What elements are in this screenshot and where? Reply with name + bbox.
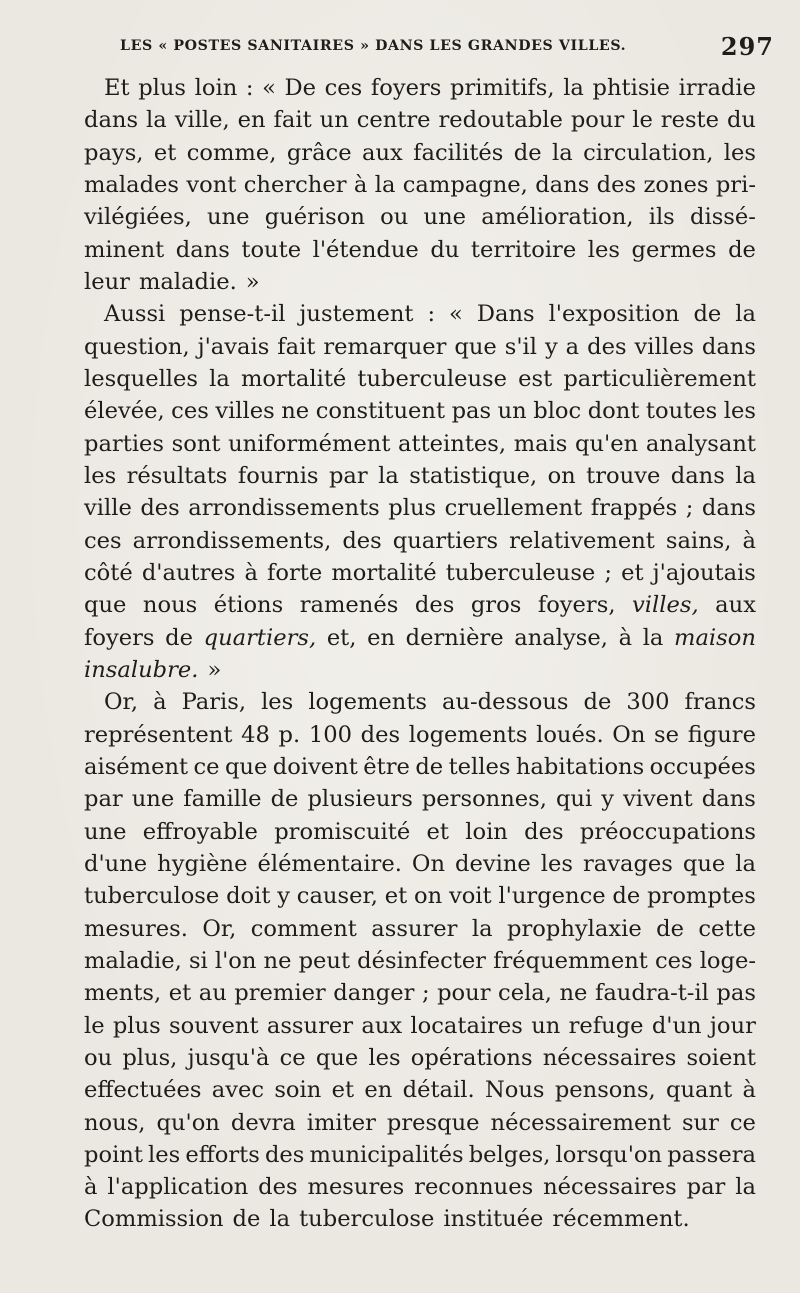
text-line: lesquelles la mortalité tuberculeuse est particulièrement — [84, 365, 756, 392]
text-line: ments, et au premier danger ; pour cela, ne faudra-t-il pas — [84, 980, 756, 1007]
text-line: mesures. Or, comment assurer la prophylaxie de cette — [84, 915, 756, 942]
text-line: le plus souvent assurer aux locataires un refuge d'un jour — [84, 1012, 756, 1039]
text-line: ces arrondissements, des quartiers relativement sains, à — [84, 527, 756, 554]
text-line: foyers de quartiers, et, en dernière analyse, à la maison — [84, 624, 756, 651]
text-line: maladie, si l'on ne peut désinfecter fréquemment ces loge- — [84, 947, 756, 974]
text-line: ville des arrondissements plus cruellement frappés ; dans — [84, 495, 756, 522]
text-line: insalubre. » — [84, 656, 222, 683]
text-line: une effroyable promiscuité et loin des préoccupations — [84, 818, 756, 845]
text-line: les résultats fournis par la statistique, on trouve dans la — [84, 462, 756, 489]
page-header — [84, 32, 774, 72]
text-line: côté d'autres à forte mortalité tuberculeuse ; et j'ajoutais — [84, 559, 756, 586]
text-line: aisément ce que doivent être de telles habitations occupées — [84, 753, 756, 780]
text-line: Commission de la tuberculose instituée récemment. — [84, 1206, 690, 1233]
text-line: effectuées avec soin et en détail. Nous pensons, quant à — [84, 1077, 756, 1104]
text-line: malades vont chercher à la campagne, dans des zones pri- — [84, 171, 756, 198]
text-line: tuberculose doit y causer, et on voit l'urgence de promptes — [84, 883, 756, 910]
text-line: pays, et comme, grâce aux facilités de la circulation, les — [84, 139, 756, 166]
text-line: nous, qu'on devra imiter presque nécessairement sur ce — [84, 1109, 756, 1136]
text-line: minent dans toute l'étendue du territoire les germes de — [84, 236, 756, 263]
text-line: d'une hygiène élémentaire. On devine les ravages que la — [84, 850, 756, 877]
text-line: que nous étions ramenés des gros foyers, villes, aux — [84, 592, 756, 619]
text-line: dans la ville, en fait un centre redoutable pour le reste du — [84, 107, 756, 134]
text-line: par une famille de plusieurs personnes, qui y vivent dans — [84, 786, 756, 813]
page-number: 297 — [720, 32, 774, 61]
text-line: Aussi pense-t-il justement : « Dans l'exposition de la — [104, 301, 756, 328]
text-line: représentent 48 p. 100 des logements loués. On se figure — [84, 721, 756, 748]
text-line: vilégiées, une guérison ou une amélioration, ils dissé- — [84, 204, 756, 231]
text-line: Or, à Paris, les logements au-dessous de 300 francs — [104, 689, 756, 716]
text-line: à l'application des mesures reconnues nécessaires par la — [84, 1174, 756, 1201]
text-line: point les efforts des municipalités belges, lorsqu'on passera — [84, 1141, 756, 1168]
text-line: Et plus loin : « De ces foyers primitifs, la phtisie irradie — [104, 75, 756, 101]
text-line: question, j'avais fait remarquer que s'il y a des villes dans — [84, 333, 756, 360]
text-line: leur maladie. » — [84, 268, 260, 295]
running-head: LES « POSTES SANITAIRES » DANS LES GRANDES VILLES. — [120, 38, 627, 54]
text-line: parties sont uniformément atteintes, mais qu'en analysant — [84, 430, 756, 457]
text-line: élevée, ces villes ne constituent pas un bloc dont toutes les — [84, 398, 756, 425]
text-line: ou plus, jusqu'à ce que les opérations nécessaires soient — [84, 1044, 756, 1071]
body-text — [84, 72, 756, 1236]
